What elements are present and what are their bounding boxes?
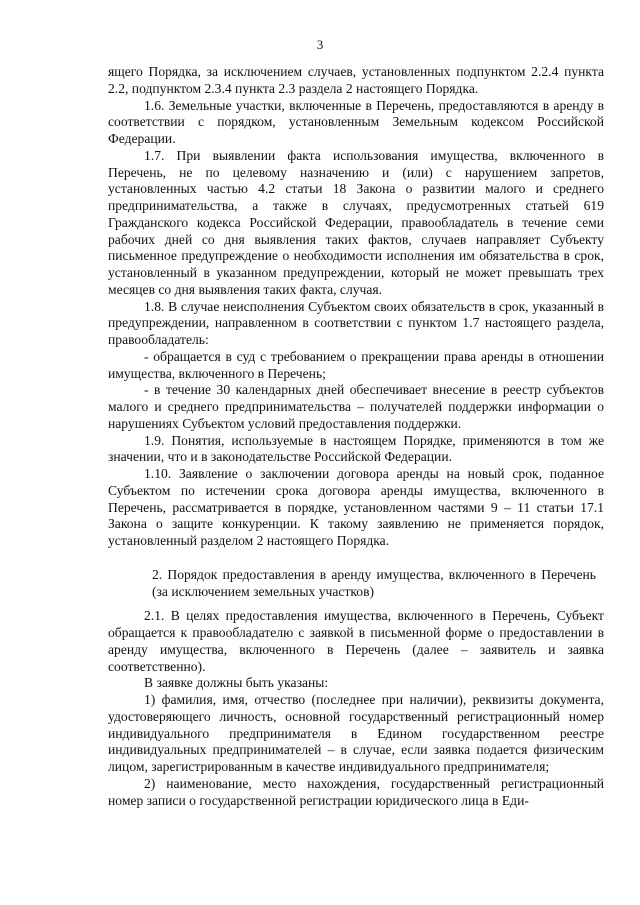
paragraph-1-7: 1.7. При выявлении факта использования имущества, включенного в Перечень, не по целевому назначению и (или) с нарушением запретов, установленных частью 4.2 статьи 18 Закона о развитии малого и среднего предпринимательства, а также в случаях, предусмотренных статьей 619 Гражданского кодекса Российской Федерации, правообладатель в течение семи рабочих дней со дня выявления таких фактов, случаев направляет Субъекту письменное предупреждение о необходимости исполнения им обязательства в срок, установленный в указанном предупреждении, который не может превышать трех месяцев со дня выявления таких факта, случая. [108,147,604,297]
page-number: 3 [316,37,324,52]
list-item-registry-entry: - в течение 30 календарных дней обеспечивает внесение в реестр субъектов малого и среднего предпринимательства – получателей поддержки информации о нарушениях Субъектом условий предоставления поддержки. [108,382,604,431]
paragraph-2-1: 2.1. В целях предоставления имущества, включенного в Перечень, Субъект обращается к правообладателю с заявкой в письменной форме о предоставлении в аренду имущества, включенного в Перечень (далее – заявитель и заявка соответственно). [108,608,604,674]
document-body [108,64,604,809]
paragraph-1-8: 1.8. В случае неисполнения Субъектом своих обязательств в срок, указанный в предупреждении, направленном в соответствии с пунктом 1.7 настоящего раздела, правообладатель: [108,298,604,347]
list-item-court-claim: - обращается в суд с требованием о прекращении права аренды в отношении имущества, включенного в Перечень; [108,348,604,381]
section-spacer [108,600,604,608]
section-2-heading: 2. Порядок предоставления в аренду имущества, включенного в Перечень (за исключением земельных участков) [152,566,596,599]
paragraph-continuation: ящего Порядка, за исключением случаев, установленных подпунктом 2.2.4 пункта 2.2, подпунктом 2.3.4 пункта 2.3 раздела 2 настоящего Порядка. [108,64,604,96]
section-spacer [108,550,604,567]
paragraph-1-9: 1.9. Понятия, используемые в настоящем Порядке, применяются в том же значении, что и в законодательстве Российской Федерации. [108,432,604,465]
paragraph-1-10: 1.10. Заявление о заключении договора аренды на новый срок, поданное Субъектом по истечении срока договора аренды имущества, включенного в Перечень, рассматривается в порядке, установленном частями 9 – 11 статьи 17.1 Закона о защите конкуренции. К такому заявлению не применяется порядок, установленный разделом 2 настоящего Порядка. [108,466,604,548]
paragraph-application-contents: В заявке должны быть указаны: [144,675,329,691]
paragraph-1-6: 1.6. Земельные участки, включенные в Перечень, предоставляются в аренду в соответствии с порядком, установленным Земельным кодексом Российской Федерации. [108,97,604,146]
list-item-1: 1) фамилия, имя, отчество (последнее при наличии), реквизиты документа, удостоверяющего личность, основной государственный регистрационный номер индивидуального предпринимателя в Едином государственном реестре индивидуальных предпринимателей – в случае, если заявка подается физическим лицом, зарегистрированным в качестве индивидуального предпринимателя; [108,692,604,774]
list-item-2: 2) наименование, место нахождения, государственный регистрационный номер записи о государственной регистрации юридического лица в Еди- [108,775,604,808]
